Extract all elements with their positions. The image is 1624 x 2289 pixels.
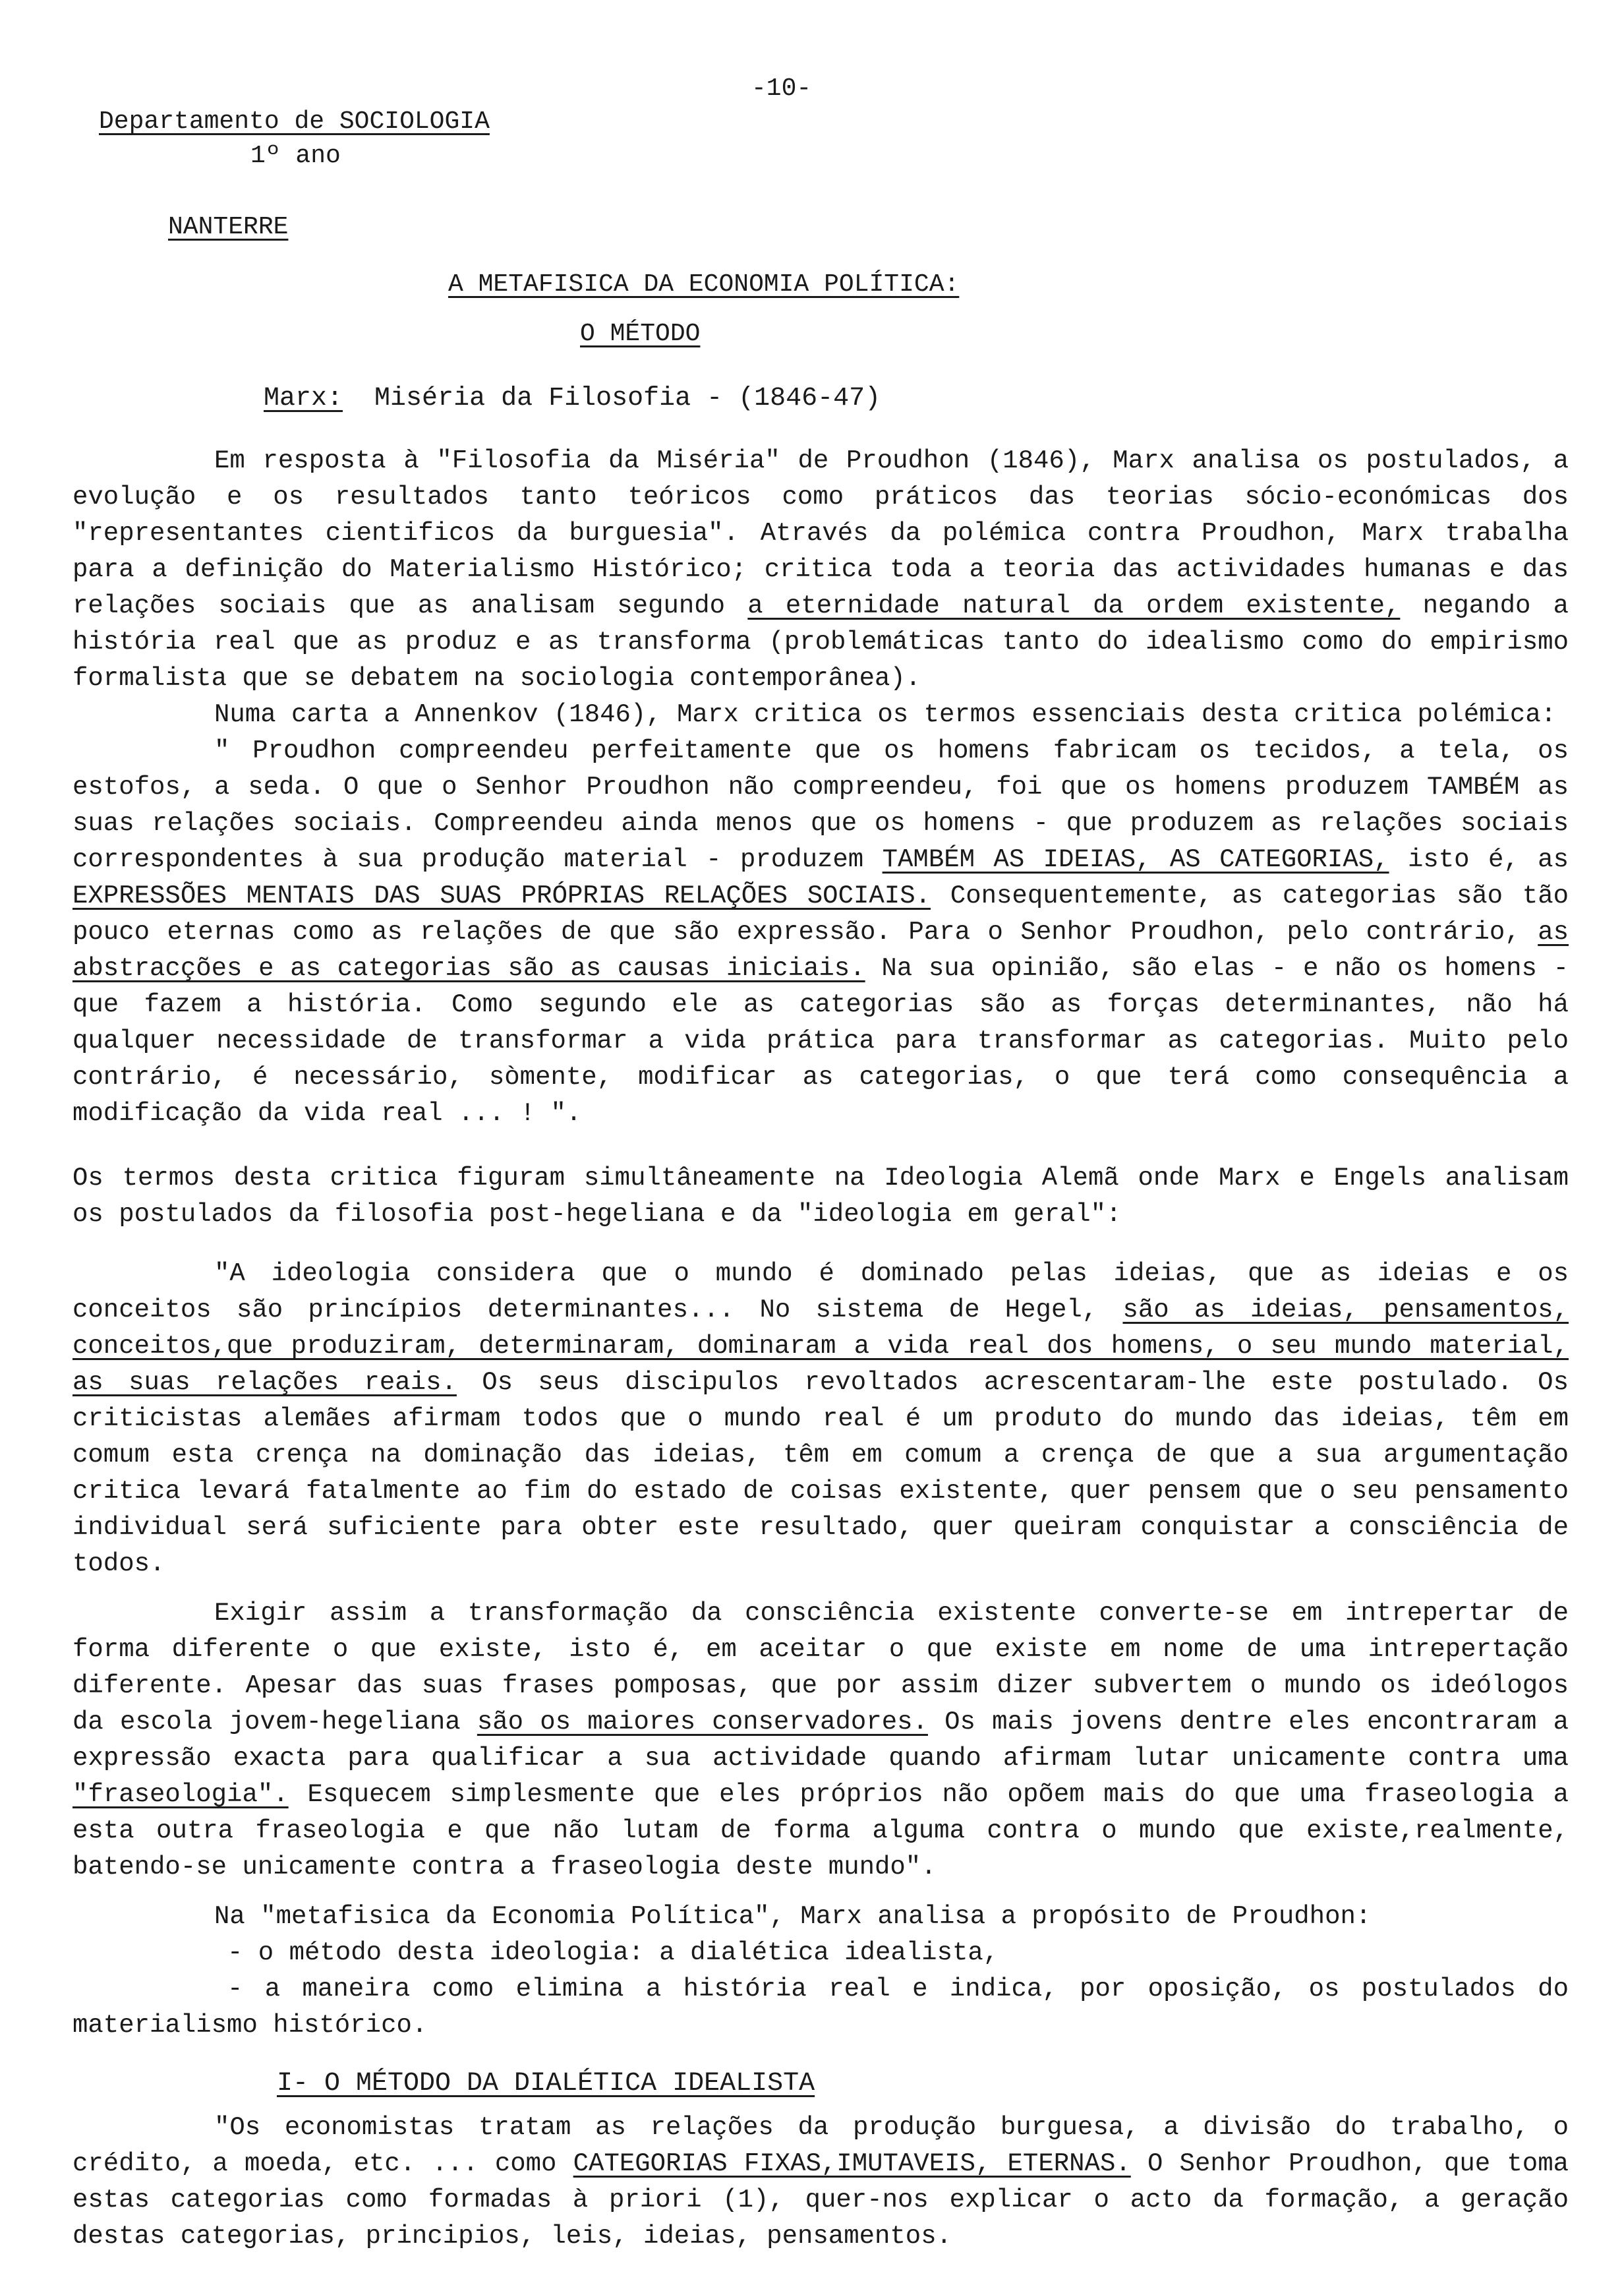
quote-1-underline-2: EXPRESSÕES MENTAIS DAS SUAS PRÓPRIAS RELAÇÕES SOCIAIS. xyxy=(72,881,931,910)
reference-work: Miséria da Filosofia - (1846-47) xyxy=(374,384,881,413)
quote-2-text-a: "A ideologia considera que o mundo é dominado pelas ideias, que as ideias e os conceitos são princípios determinantes... No sistema de Hegel, xyxy=(72,1259,1569,1324)
quote-1-underline-3: as abstracções e as categorias são as causas iniciais. xyxy=(72,918,1569,983)
section-1-paragraph xyxy=(72,2110,1569,2255)
quote-2-text-b: Os seus discipulos revoltados acrescentaram-lhe este postulado. Os criticistas alemães afirmam todos que o mundo real é um produto do mundo das ideias, têm em comum esta crença na dominação das ideias, têm em comum a crença de que a sua argumentação critica levará fatalmente ao fim do estado de coisas existente, quer pensem que o seu pensamento individual será suficiente para obter este resultado, quer queiram conquistar a consciência de todos. xyxy=(72,1368,1569,1578)
paragraph-3: Os termos desta critica figuram simultâneamente na Ideologia Alemã onde Marx e Engels analisam os postulados da filosofia post-hegeliana e da "ideologia em geral": xyxy=(72,1164,1569,1229)
quote-1-text-b: isto é, as xyxy=(1407,845,1569,874)
quote-1-text-a: " Proudhon compreendeu perfeitamente que os homens fabricam os tecidos, a tela, os estofos, a seda. O que o Senhor Proudhon não compreendeu, foi que os homens produzem TAMBÉM as suas relações sociais. Compreendeu ainda menos que os homens - que produzem as relações sociais correspondentes à sua produção material - produzem xyxy=(72,736,1569,874)
year-label: 1º ano xyxy=(250,142,341,170)
reference-author: Marx: xyxy=(264,384,343,413)
paragraph-4-text-c: Esquecem simplesmente que eles próprios não opõem mais do que uma fraseologia a esta outra fraseologia e que não lutam de forma alguma contra o mundo que existe,realmente, batendo-se unicamente contra a fraseologia deste mundo". xyxy=(72,1780,1569,1882)
body-block-4 xyxy=(72,1595,1569,1886)
page-title: A METAFISICA DA ECONOMIA POLÍTICA: xyxy=(448,270,960,299)
quote-1-text-c: Consequentemente, as categorias são tão pouco eternas como as relações de que são expressão. Para o Senhor Proudhon, pelo contrário, xyxy=(72,881,1569,947)
quote-2 xyxy=(72,1256,1569,1582)
section-1-text-b: O Senhor Proudhon, que toma estas categorias como formadas à priori (1), quer-nos explicar o acto da formação, a geração destas categorias, principios, leis, ideias, pensamentos. xyxy=(72,2149,1569,2251)
place-label: NANTERRE xyxy=(168,213,289,241)
paragraph-1-text-b: negando a história real que as produz e as transforma (problemáticas tanto do idealismo como do empirismo formalista que se debatem na sociologia contemporânea). xyxy=(72,591,1569,693)
list-item-2: - a maneira como elimina a história real e indica, por oposição, os postulados do materialismo histórico. xyxy=(72,1975,1569,2040)
section-1-text-a: "Os economistas tratam as relações da produção burguesa, a divisão do trabalho, o crédito, a moeda, etc. ... como xyxy=(72,2113,1569,2178)
paragraph-1 xyxy=(72,443,1569,697)
paragraph-4-underline-1: são os maiores conservadores. xyxy=(477,1708,928,1737)
quote-1-text-d: Na sua opinião, são elas - e não os homens - que fazem a história. Como segundo ele as categorias são as forças determinantes, não há qualquer necessidade de transformar a vida prática para transformar as categorias. Muito pelo contrário, é necessário, sòmente, modificar as categorias, o que terá como consequência a modificação da vida real ... ! ". xyxy=(72,954,1569,1128)
body-block-3 xyxy=(72,1256,1569,1582)
body-block-5 xyxy=(72,1899,1569,2044)
page-number: -10- xyxy=(751,74,812,103)
paragraph-2: Numa carta a Annenkov (1846), Marx critica os termos essenciais desta critica polémica: xyxy=(214,700,1557,729)
quote-2-underline-1: são as ideias, pensamentos, conceitos,que produziram, determinaram, dominaram a vida real dos homens, o seu mundo material, as suas relações reais. xyxy=(72,1295,1569,1397)
body-block-1 xyxy=(72,443,1569,1132)
paragraph-1-text-a: Em resposta à "Filosofia da Miséria" de Proudhon (1846), Marx analisa os postulados, a evolução e os resultados tanto teóricos como práticos das teorias sócio-económicas dos "representantes cientificos da burguesia". Através da polémica contra Proudhon, Marx trabalha para a definição do Materialismo Histórico; critica toda a teoria das actividades humanas e das relações sociais que as analisam segundo xyxy=(72,446,1569,620)
quote-1 xyxy=(72,733,1569,1132)
paragraph-4-text-a: Exigir assim a transformação da consciência existente converte-se em intrepertar de forma diferente o que existe, isto é, em aceitar o que existe em nome de uma intrepertação diferente. Apesar das suas frases pomposas, que por assim dizer subvertem o mundo os ideólogos da escola jovem-hegeliana xyxy=(72,1599,1569,1737)
quote-1-underline-1: TAMBÉM AS IDEIAS, AS CATEGORIAS, xyxy=(882,845,1389,874)
body-block-2 xyxy=(72,1160,1569,1233)
paragraph-4-underline-2: "fraseologia". xyxy=(72,1780,289,1809)
paragraph-5-intro: Na "metafisica da Economia Política", Marx analisa a propósito de Proudhon: xyxy=(214,1902,1372,1931)
page-subtitle: O MÉTODO xyxy=(580,320,701,348)
list-item-1: - o método desta ideologia: a dialética idealista, xyxy=(227,1938,999,1967)
body-block-6 xyxy=(72,2110,1569,2255)
section-heading: I- O MÉTODO DA DIALÉTICA IDEALISTA xyxy=(277,2069,815,2098)
paragraph-4-text-b: Os mais jovens dentre eles encontraram a expressão exacta para qualificar a sua actividade quando afirmam lutar unicamente contra uma xyxy=(72,1708,1569,1773)
paragraph-1-underline: a eternidade natural da ordem existente, xyxy=(747,591,1401,620)
reference-line xyxy=(264,381,881,417)
section-1-underline: CATEGORIAS FIXAS,IMUTAVEIS, ETERNAS. xyxy=(573,2149,1131,2178)
department-label: Departamento de SOCIOLOGIA xyxy=(99,107,490,136)
paragraph-4 xyxy=(72,1595,1569,1886)
